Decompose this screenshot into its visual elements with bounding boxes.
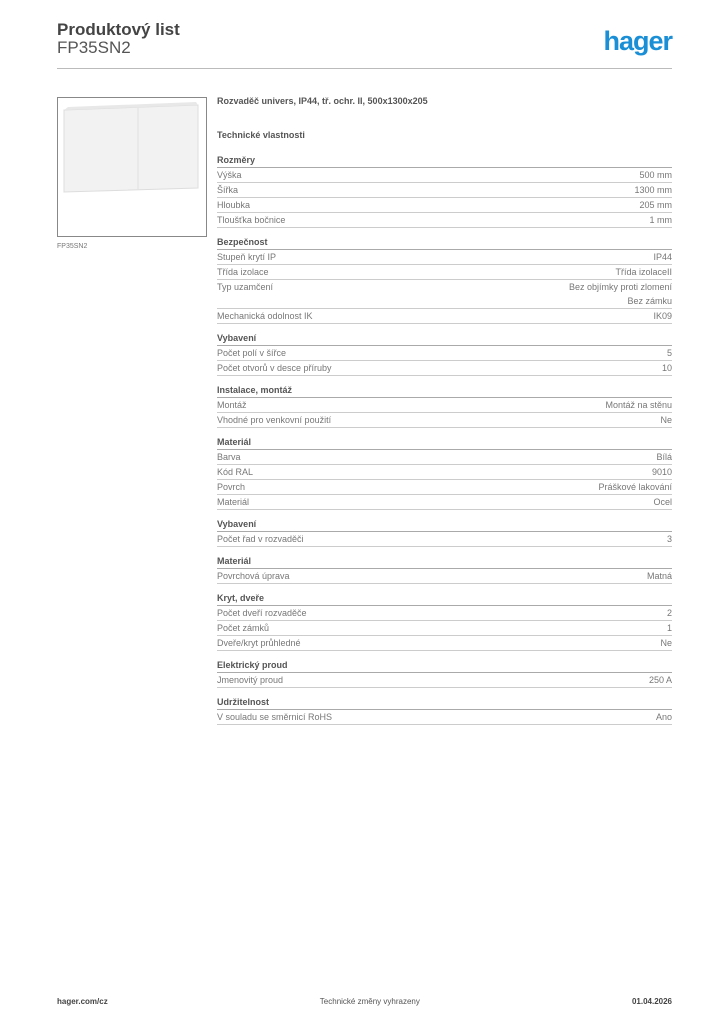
spec-section	[217, 235, 672, 324]
spec-value: Bez objímky proti zlomení Bez zámku	[568, 282, 672, 306]
spec-content	[217, 96, 672, 725]
spec-section	[217, 435, 672, 510]
spec-value: 205 mm	[639, 200, 672, 210]
section-title: Elektrický proud	[217, 658, 672, 673]
spec-row	[217, 710, 672, 725]
section-title: Vybavení	[217, 331, 672, 346]
footer-date: 01.04.2026	[631, 997, 672, 1006]
spec-label: Počet otvorů v desce příruby	[217, 363, 332, 373]
product-image	[57, 97, 207, 237]
spec-value: Ocel	[653, 497, 672, 507]
spec-value: Bílá	[656, 452, 672, 462]
spec-section	[217, 331, 672, 376]
spec-row	[217, 168, 672, 183]
spec-value: 10	[661, 363, 672, 373]
spec-row	[217, 309, 672, 324]
spec-section	[217, 591, 672, 651]
spec-value: Ne	[660, 638, 672, 648]
section-title: Rozměry	[217, 153, 672, 168]
spec-label: Výška	[217, 170, 242, 180]
spec-row	[217, 346, 672, 361]
spec-row	[217, 480, 672, 495]
spec-label: Mechanická odolnost IK	[217, 311, 313, 321]
spec-label: Dveře/kryt průhledné	[217, 638, 301, 648]
spec-row	[217, 183, 672, 198]
spec-value: 2	[666, 608, 672, 618]
spec-label: Povrchová úprava	[217, 571, 290, 581]
image-caption: FP35SN2	[57, 243, 88, 250]
spec-label: V souladu se směrnicí RoHS	[217, 712, 333, 722]
spec-value: 9010	[651, 467, 672, 477]
spec-row	[217, 673, 672, 688]
product-code: FP35SN2	[57, 38, 131, 57]
spec-value: 3	[666, 534, 672, 544]
spec-value: IP44	[653, 252, 672, 262]
spec-label: Materiál	[217, 497, 250, 507]
spec-row	[217, 413, 672, 428]
spec-row	[217, 636, 672, 651]
spec-label: Třída izolace	[217, 267, 269, 277]
spec-label: Hloubka	[217, 200, 251, 210]
spec-label: Typ uzamčení	[217, 282, 274, 292]
spec-label: Šířka	[217, 185, 239, 195]
spec-value: Ano	[655, 712, 672, 722]
spec-label: Povrch	[217, 482, 246, 492]
spec-value: Matná	[646, 571, 672, 581]
spec-label: Barva	[217, 452, 241, 462]
spec-label: Počet polí v šířce	[217, 348, 287, 358]
spec-section	[217, 554, 672, 584]
spec-value: 5	[666, 348, 672, 358]
spec-section	[217, 658, 672, 688]
spec-label: Tloušťka bočnice	[217, 215, 286, 225]
spec-label: Jmenovitý proud	[217, 675, 284, 685]
footer-note: Technické změny vyhrazeny	[319, 997, 420, 1006]
spec-row	[217, 280, 672, 309]
spec-value: 1300 mm	[634, 185, 672, 195]
spec-label: Počet zámků	[217, 623, 270, 633]
spec-value: IK09	[653, 311, 672, 321]
spec-row	[217, 450, 672, 465]
spec-label: Počet řad v rozvaděči	[217, 534, 304, 544]
spec-label: Stupeň krytí IP	[217, 252, 277, 262]
spec-value: 500 mm	[639, 170, 672, 180]
footer-website[interactable]: hager.com/cz	[57, 997, 108, 1006]
spec-row	[217, 606, 672, 621]
spec-value: Práškové lakování	[598, 482, 672, 492]
section-title: Vybavení	[217, 517, 672, 532]
spec-section	[217, 517, 672, 547]
spec-label: Montáž	[217, 400, 247, 410]
spec-value: 1 mm	[649, 215, 672, 225]
spec-label: Počet dveří rozvaděče	[217, 608, 307, 618]
section-title: Materiál	[217, 554, 672, 569]
spec-label: Kód RAL	[217, 467, 254, 477]
spec-row	[217, 198, 672, 213]
spec-value: Ne	[660, 415, 672, 425]
spec-row	[217, 465, 672, 480]
product-description: Rozvaděč univers, IP44, tř. ochr. II, 500x1300x205	[217, 96, 428, 106]
spec-value: Třída izolaceII	[615, 267, 672, 277]
spec-row	[217, 265, 672, 280]
spec-section	[217, 383, 672, 428]
section-title: Kryt, dveře	[217, 591, 672, 606]
spec-row	[217, 569, 672, 584]
section-title: Bezpečnost	[217, 235, 672, 250]
spec-row	[217, 398, 672, 413]
spec-label: Vhodné pro venkovní použití	[217, 415, 332, 425]
spec-section	[217, 153, 672, 228]
header-divider	[57, 68, 672, 69]
spec-row	[217, 495, 672, 510]
spec-row	[217, 213, 672, 228]
spec-row	[217, 621, 672, 636]
spec-section	[217, 695, 672, 725]
spec-value: 250 A	[648, 675, 672, 685]
spec-row	[217, 250, 672, 265]
spec-row	[217, 532, 672, 547]
spec-value: 1	[666, 623, 672, 633]
spec-row	[217, 361, 672, 376]
section-title: Materiál	[217, 435, 672, 450]
tech-heading: Technické vlastnosti	[217, 130, 305, 140]
section-title: Instalace, montáž	[217, 383, 672, 398]
section-title: Udržitelnost	[217, 695, 672, 710]
hager-logo: hager	[603, 26, 672, 56]
footer	[57, 997, 672, 1006]
spec-value: Montáž na stěnu	[605, 400, 672, 410]
page-title: Produktový list	[57, 20, 180, 39]
